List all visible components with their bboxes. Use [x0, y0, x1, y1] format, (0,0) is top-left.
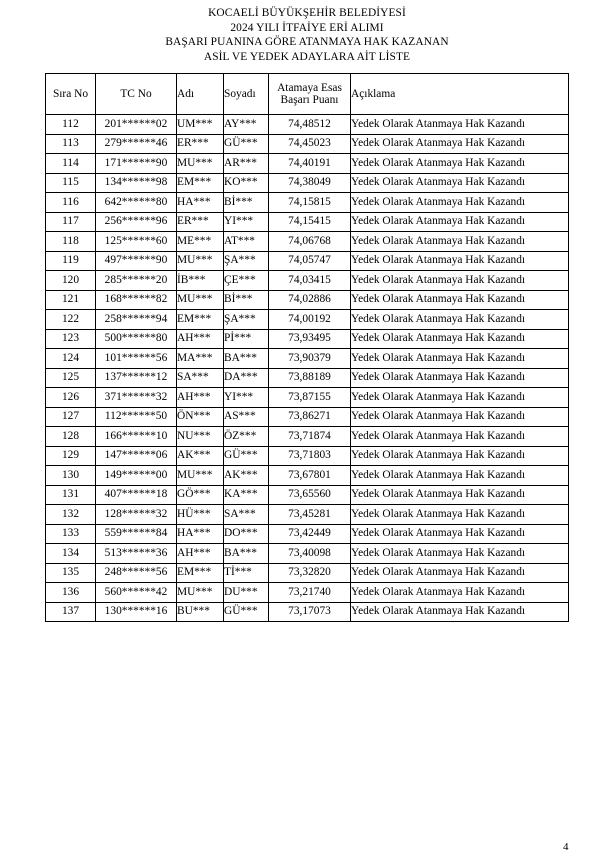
header-list-subtitle: ASİL VE YEDEK ADAYLARA AİT LİSTE — [203, 50, 411, 63]
cell-aciklama: Yedek Olarak Atanmaya Hak Kazandı — [351, 388, 569, 408]
cell-basari-puani: 73,21740 — [269, 583, 351, 603]
cell-soyadi: SA*** — [224, 505, 269, 525]
cell-adi: GÖ*** — [177, 485, 224, 505]
cell-sira-no: 130 — [46, 466, 96, 486]
table-row — [46, 115, 569, 135]
document-header — [0, 6, 614, 64]
table-row — [46, 232, 569, 252]
cell-sira-no: 122 — [46, 310, 96, 330]
cell-basari-puani: 74,00192 — [269, 310, 351, 330]
cell-aciklama: Yedek Olarak Atanmaya Hak Kazandı — [351, 329, 569, 349]
cell-sira-no: 127 — [46, 407, 96, 427]
cell-adi: HA*** — [177, 524, 224, 544]
cell-soyadi: YI*** — [224, 212, 269, 232]
cell-aciklama: Yedek Olarak Atanmaya Hak Kazandı — [351, 154, 569, 174]
cell-sira-no: 124 — [46, 349, 96, 369]
table-row — [46, 193, 569, 213]
cell-tc-no: 130******16 — [96, 602, 177, 622]
cell-aciklama: Yedek Olarak Atanmaya Hak Kazandı — [351, 368, 569, 388]
cell-adi: MU*** — [177, 154, 224, 174]
cell-aciklama: Yedek Olarak Atanmaya Hak Kazandı — [351, 583, 569, 603]
table-body — [46, 115, 569, 622]
cell-tc-no: 279******46 — [96, 134, 177, 154]
cell-adi: AK*** — [177, 446, 224, 466]
cell-basari-puani: 74,03415 — [269, 271, 351, 291]
cell-adi: NU*** — [177, 427, 224, 447]
cell-adi: İB*** — [177, 271, 224, 291]
column-header-basari-puani — [269, 74, 351, 115]
cell-adi: UM*** — [177, 115, 224, 135]
cell-basari-puani: 73,45281 — [269, 505, 351, 525]
cell-aciklama: Yedek Olarak Atanmaya Hak Kazandı — [351, 349, 569, 369]
cell-sira-no: 121 — [46, 290, 96, 310]
table-row — [46, 349, 569, 369]
cell-tc-no: 560******42 — [96, 583, 177, 603]
cell-basari-puani: 74,15815 — [269, 193, 351, 213]
cell-aciklama: Yedek Olarak Atanmaya Hak Kazandı — [351, 466, 569, 486]
cell-soyadi: Bİ*** — [224, 193, 269, 213]
column-header-puan-line1: Atamaya Esas — [277, 81, 342, 94]
cell-tc-no: 258******94 — [96, 310, 177, 330]
cell-basari-puani: 73,87155 — [269, 388, 351, 408]
cell-tc-no: 248******56 — [96, 563, 177, 583]
cell-sira-no: 137 — [46, 602, 96, 622]
table-row — [46, 290, 569, 310]
cell-soyadi: GÜ*** — [224, 446, 269, 466]
cell-basari-puani: 74,15415 — [269, 212, 351, 232]
cell-sira-no: 114 — [46, 154, 96, 174]
cell-aciklama: Yedek Olarak Atanmaya Hak Kazandı — [351, 446, 569, 466]
cell-tc-no: 168******82 — [96, 290, 177, 310]
column-header-aciklama: Açıklama — [351, 74, 569, 115]
table-row — [46, 173, 569, 193]
header-institution: KOCAELİ BÜYÜKŞEHİR BELEDİYESİ — [208, 7, 406, 19]
table-row — [46, 388, 569, 408]
table-header-row — [46, 74, 569, 115]
cell-aciklama: Yedek Olarak Atanmaya Hak Kazandı — [351, 212, 569, 232]
cell-adi: MU*** — [177, 583, 224, 603]
cell-soyadi: Pİ*** — [224, 329, 269, 349]
cell-adi: EM*** — [177, 173, 224, 193]
table-row — [46, 427, 569, 447]
cell-soyadi: DO*** — [224, 524, 269, 544]
cell-soyadi: Bİ*** — [224, 290, 269, 310]
cell-aciklama: Yedek Olarak Atanmaya Hak Kazandı — [351, 193, 569, 213]
cell-tc-no: 371******32 — [96, 388, 177, 408]
cell-adi: MU*** — [177, 466, 224, 486]
cell-aciklama: Yedek Olarak Atanmaya Hak Kazandı — [351, 602, 569, 622]
cell-tc-no: 407******18 — [96, 485, 177, 505]
cell-tc-no: 497******90 — [96, 251, 177, 271]
cell-soyadi: DA*** — [224, 368, 269, 388]
cell-tc-no: 256******96 — [96, 212, 177, 232]
cell-soyadi: ŞA*** — [224, 251, 269, 271]
cell-adi: HÜ*** — [177, 505, 224, 525]
table-row — [46, 407, 569, 427]
cell-soyadi: AR*** — [224, 154, 269, 174]
cell-sira-no: 132 — [46, 505, 96, 525]
cell-tc-no: 101******56 — [96, 349, 177, 369]
cell-basari-puani: 73,40098 — [269, 544, 351, 564]
cell-adi: AH*** — [177, 544, 224, 564]
table-row — [46, 563, 569, 583]
cell-aciklama: Yedek Olarak Atanmaya Hak Kazandı — [351, 407, 569, 427]
cell-basari-puani: 74,02886 — [269, 290, 351, 310]
cell-adi: ME*** — [177, 232, 224, 252]
cell-soyadi: GÜ*** — [224, 602, 269, 622]
cell-adi: MU*** — [177, 251, 224, 271]
cell-sira-no: 113 — [46, 134, 96, 154]
cell-sira-no: 126 — [46, 388, 96, 408]
cell-sira-no: 128 — [46, 427, 96, 447]
cell-aciklama: Yedek Olarak Atanmaya Hak Kazandı — [351, 115, 569, 135]
cell-soyadi: AK*** — [224, 466, 269, 486]
cell-aciklama: Yedek Olarak Atanmaya Hak Kazandı — [351, 310, 569, 330]
column-header-sira-no: Sıra No — [46, 74, 96, 115]
cell-basari-puani: 74,45023 — [269, 134, 351, 154]
table-row — [46, 446, 569, 466]
cell-basari-puani: 73,65560 — [269, 485, 351, 505]
cell-tc-no: 128******32 — [96, 505, 177, 525]
table-row — [46, 329, 569, 349]
cell-aciklama: Yedek Olarak Atanmaya Hak Kazandı — [351, 427, 569, 447]
cell-tc-no: 137******12 — [96, 368, 177, 388]
table-row — [46, 524, 569, 544]
table-row — [46, 544, 569, 564]
cell-soyadi: AY*** — [224, 115, 269, 135]
table-row — [46, 251, 569, 271]
cell-soyadi: BA*** — [224, 544, 269, 564]
cell-tc-no: 171******90 — [96, 154, 177, 174]
cell-sira-no: 119 — [46, 251, 96, 271]
cell-sira-no: 118 — [46, 232, 96, 252]
cell-adi: HA*** — [177, 193, 224, 213]
column-header-tc-no: TC No — [96, 74, 177, 115]
cell-basari-puani: 73,93495 — [269, 329, 351, 349]
cell-adi: MA*** — [177, 349, 224, 369]
cell-soyadi: ŞA*** — [224, 310, 269, 330]
table-row — [46, 368, 569, 388]
cell-aciklama: Yedek Olarak Atanmaya Hak Kazandı — [351, 173, 569, 193]
cell-tc-no: 201******02 — [96, 115, 177, 135]
column-header-adi: Adı — [177, 74, 224, 115]
cell-aciklama: Yedek Olarak Atanmaya Hak Kazandı — [351, 563, 569, 583]
cell-tc-no: 285******20 — [96, 271, 177, 291]
cell-basari-puani: 73,32820 — [269, 563, 351, 583]
cell-aciklama: Yedek Olarak Atanmaya Hak Kazandı — [351, 271, 569, 291]
cell-tc-no: 112******50 — [96, 407, 177, 427]
cell-sira-no: 115 — [46, 173, 96, 193]
cell-soyadi: GÜ*** — [224, 134, 269, 154]
header-list-title: BAŞARI PUANINA GÖRE ATANMAYA HAK KAZANAN — [165, 36, 449, 48]
cell-adi: AH*** — [177, 329, 224, 349]
cell-sira-no: 123 — [46, 329, 96, 349]
cell-basari-puani: 73,71874 — [269, 427, 351, 447]
cell-sira-no: 125 — [46, 368, 96, 388]
header-recruitment: 2024 YILI İTFAİYE ERİ ALIMI — [230, 21, 384, 34]
cell-basari-puani: 73,71803 — [269, 446, 351, 466]
cell-sira-no: 136 — [46, 583, 96, 603]
cell-basari-puani: 73,86271 — [269, 407, 351, 427]
cell-adi: MU*** — [177, 290, 224, 310]
cell-aciklama: Yedek Olarak Atanmaya Hak Kazandı — [351, 290, 569, 310]
cell-tc-no: 147******06 — [96, 446, 177, 466]
cell-basari-puani: 73,67801 — [269, 466, 351, 486]
candidate-table — [45, 73, 569, 622]
table-row — [46, 310, 569, 330]
cell-basari-puani: 73,88189 — [269, 368, 351, 388]
cell-basari-puani: 73,17073 — [269, 602, 351, 622]
cell-soyadi: AT*** — [224, 232, 269, 252]
cell-tc-no: 149******00 — [96, 466, 177, 486]
cell-sira-no: 116 — [46, 193, 96, 213]
cell-sira-no: 112 — [46, 115, 96, 135]
cell-aciklama: Yedek Olarak Atanmaya Hak Kazandı — [351, 134, 569, 154]
table-row — [46, 466, 569, 486]
cell-sira-no: 135 — [46, 563, 96, 583]
cell-basari-puani: 73,42449 — [269, 524, 351, 544]
cell-aciklama: Yedek Olarak Atanmaya Hak Kazandı — [351, 232, 569, 252]
cell-tc-no: 134******98 — [96, 173, 177, 193]
cell-tc-no: 500******80 — [96, 329, 177, 349]
cell-sira-no: 120 — [46, 271, 96, 291]
cell-aciklama: Yedek Olarak Atanmaya Hak Kazandı — [351, 505, 569, 525]
cell-adi: ÖN*** — [177, 407, 224, 427]
cell-sira-no: 133 — [46, 524, 96, 544]
cell-soyadi: KA*** — [224, 485, 269, 505]
cell-tc-no: 166******10 — [96, 427, 177, 447]
cell-aciklama: Yedek Olarak Atanmaya Hak Kazandı — [351, 544, 569, 564]
table-row — [46, 583, 569, 603]
cell-adi: EM*** — [177, 310, 224, 330]
cell-basari-puani: 74,06768 — [269, 232, 351, 252]
table-row — [46, 134, 569, 154]
cell-basari-puani: 73,90379 — [269, 349, 351, 369]
cell-adi: ER*** — [177, 212, 224, 232]
cell-adi: BU*** — [177, 602, 224, 622]
cell-aciklama: Yedek Olarak Atanmaya Hak Kazandı — [351, 524, 569, 544]
cell-sira-no: 117 — [46, 212, 96, 232]
cell-basari-puani: 74,40191 — [269, 154, 351, 174]
column-header-soyadi: Soyadı — [224, 74, 269, 115]
cell-soyadi: YI*** — [224, 388, 269, 408]
page-number: 4 — [563, 841, 569, 853]
cell-basari-puani: 74,05747 — [269, 251, 351, 271]
cell-adi: SA*** — [177, 368, 224, 388]
cell-adi: EM*** — [177, 563, 224, 583]
cell-sira-no: 134 — [46, 544, 96, 564]
cell-aciklama: Yedek Olarak Atanmaya Hak Kazandı — [351, 251, 569, 271]
table-row — [46, 485, 569, 505]
cell-sira-no: 131 — [46, 485, 96, 505]
cell-tc-no: 125******60 — [96, 232, 177, 252]
cell-adi: ER*** — [177, 134, 224, 154]
cell-soyadi: KO*** — [224, 173, 269, 193]
table-row — [46, 271, 569, 291]
cell-basari-puani: 74,38049 — [269, 173, 351, 193]
cell-soyadi: DU*** — [224, 583, 269, 603]
cell-soyadi: ÇE*** — [224, 271, 269, 291]
cell-tc-no: 559******84 — [96, 524, 177, 544]
table-row — [46, 505, 569, 525]
cell-aciklama: Yedek Olarak Atanmaya Hak Kazandı — [351, 485, 569, 505]
table-row — [46, 154, 569, 174]
column-header-puan-line2: Başarı Puanı — [280, 94, 339, 106]
cell-adi: AH*** — [177, 388, 224, 408]
cell-tc-no: 642******80 — [96, 193, 177, 213]
cell-soyadi: BA*** — [224, 349, 269, 369]
cell-tc-no: 513******36 — [96, 544, 177, 564]
cell-basari-puani: 74,48512 — [269, 115, 351, 135]
cell-sira-no: 129 — [46, 446, 96, 466]
cell-soyadi: AS*** — [224, 407, 269, 427]
table-row — [46, 212, 569, 232]
cell-soyadi: ÖZ*** — [224, 427, 269, 447]
table-row — [46, 602, 569, 622]
cell-soyadi: Tİ*** — [224, 563, 269, 583]
